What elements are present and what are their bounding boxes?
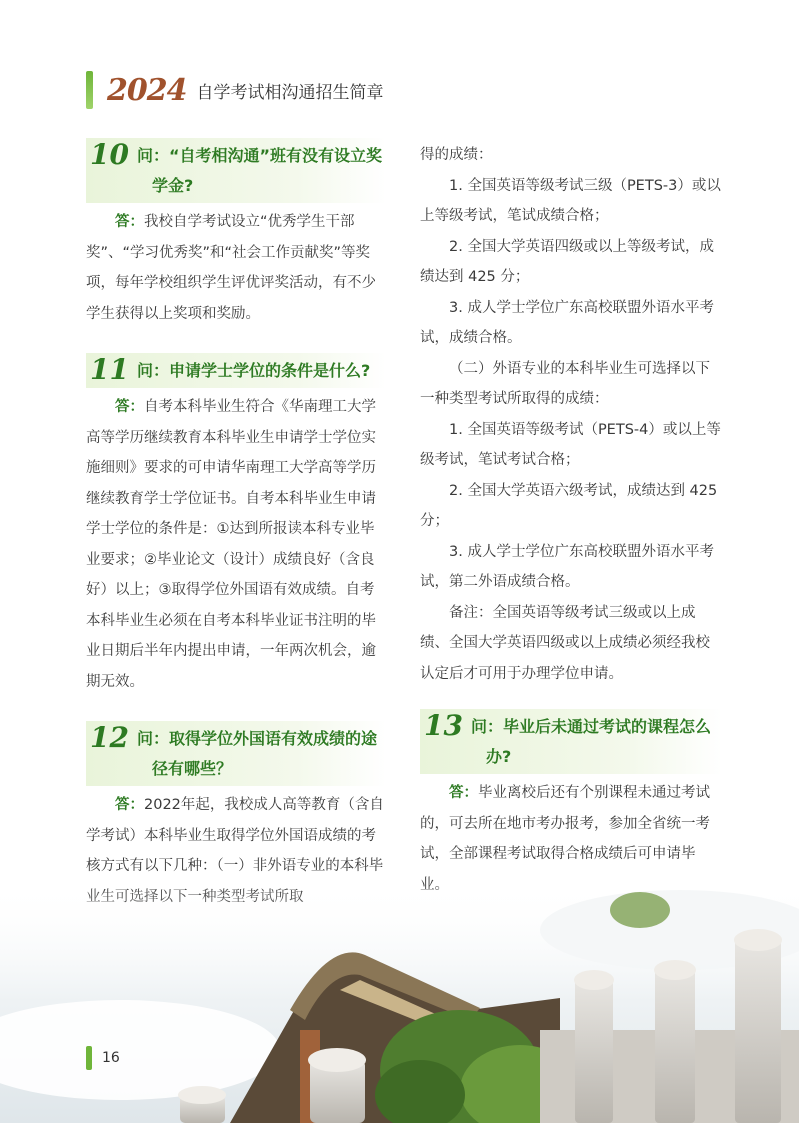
answer-10-label: 答： bbox=[115, 214, 144, 230]
header-accent-bar bbox=[86, 71, 93, 109]
answer-10 bbox=[86, 207, 386, 329]
page-header bbox=[86, 70, 384, 110]
decorative-scenery-image bbox=[0, 880, 799, 1123]
question-10-heading bbox=[86, 138, 386, 203]
answer-11-text: 自考本科毕业生符合《华南理工大学高等学历继续教育本科毕业生申请学士学位实施细则》要求的可申请华南理工大学高等学历继续教育学士学位证书。自考本科毕业生申请学士学位的条件是：①达到所报读本科专业毕业要求；②毕业论文（设计）成绩良好（含良好）以上；③取得学位外国语有效成绩。自考本科毕业生必须在自考本科毕业证书注明的毕业日期后半年内提出申请，一年两次机会，逾期无效。 bbox=[86, 399, 376, 690]
question-11-number: 11 bbox=[90, 353, 129, 386]
requirement-item: 1. 全国英语等级考试三级（PETS-3）或以上等级考试，笔试成绩合格； bbox=[420, 177, 721, 224]
page-number: 16 bbox=[102, 1050, 120, 1066]
page-footer bbox=[86, 1046, 120, 1070]
answer-13-text: 毕业离校后还有个别课程未通过考试的，可去所在地市考办报考，参加全省统一考试，全部课程考试取得合格成绩后可申请毕 bbox=[420, 785, 710, 862]
question-12-number: 12 bbox=[90, 721, 129, 754]
left-column bbox=[86, 138, 386, 912]
answer-12-continued: 得的成绩： bbox=[420, 147, 493, 163]
requirement-item: 2. 全国大学英语四级或以上等级考试，成绩达到 425 分； bbox=[420, 238, 714, 285]
header-year: 2024 bbox=[107, 72, 187, 108]
requirement-item: 1. 全国英语等级考试（PETS-4）或以上等级考试，笔试考试合格； bbox=[420, 421, 721, 468]
answer-11-label: 答： bbox=[115, 399, 144, 415]
header-title: 自学考试相沟通招生简章 bbox=[196, 82, 384, 103]
answer-11 bbox=[86, 392, 386, 697]
requirement-item: 3. 成人学士学位广东高校联盟外语水平考试，第二外语成绩合格。 bbox=[420, 543, 714, 590]
answer-13-label: 答： bbox=[449, 785, 478, 801]
question-12-heading bbox=[86, 721, 386, 786]
question-13-line2: 办? bbox=[486, 747, 512, 766]
requirement-item: （二）外语专业的本科毕业生可选择以下一种类型考试所取得的成绩： bbox=[420, 360, 710, 407]
question-10-line1: 问：“自考相沟通”班有没有设立奖 bbox=[136, 146, 383, 165]
requirement-item: 2. 全国大学英语六级考试，成绩达到 425 分； bbox=[420, 482, 718, 529]
question-12-line1: 问：取得学位外国语有效成绩的途 bbox=[136, 729, 377, 748]
question-10-number: 10 bbox=[90, 138, 129, 171]
requirement-note: 备注：全国英语等级考试三级或以上成绩、全国大学英语四级或以上成绩必须经我校认定后才可用于办理学位申请。 bbox=[420, 604, 710, 682]
question-12-line2: 径有哪些？ bbox=[152, 759, 233, 778]
answer-10-text: 我校自学考试设立“优秀学生干部奖”、“学习优秀奖”和“社会工作贡献奖”等奖项，每年学校组织学生评优评奖活动，有不少学生获得以上奖项和奖励。 bbox=[86, 214, 376, 322]
question-11-heading bbox=[86, 353, 386, 388]
footer-accent-bar bbox=[86, 1046, 92, 1070]
question-13-number: 13 bbox=[424, 709, 463, 742]
requirement-item: 3. 成人学士学位广东高校联盟外语水平考试，成绩合格。 bbox=[420, 299, 714, 346]
question-13-heading bbox=[420, 709, 722, 774]
answer-12-text: 2022年起，我校成人高等教育（含自学考试）本科毕业生取得学位外国语成绩的考核方式有以下几种：（一）非外语专业的本科毕 bbox=[86, 797, 384, 874]
right-column bbox=[420, 140, 722, 900]
question-13-line1: 问：毕业后未通过考试的课程怎么 bbox=[470, 717, 711, 736]
answer-12-label: 答： bbox=[115, 797, 144, 813]
question-10-line2: 学金? bbox=[152, 176, 194, 195]
question-11-line1: 问：申请学士学位的条件是什么? bbox=[136, 361, 371, 380]
